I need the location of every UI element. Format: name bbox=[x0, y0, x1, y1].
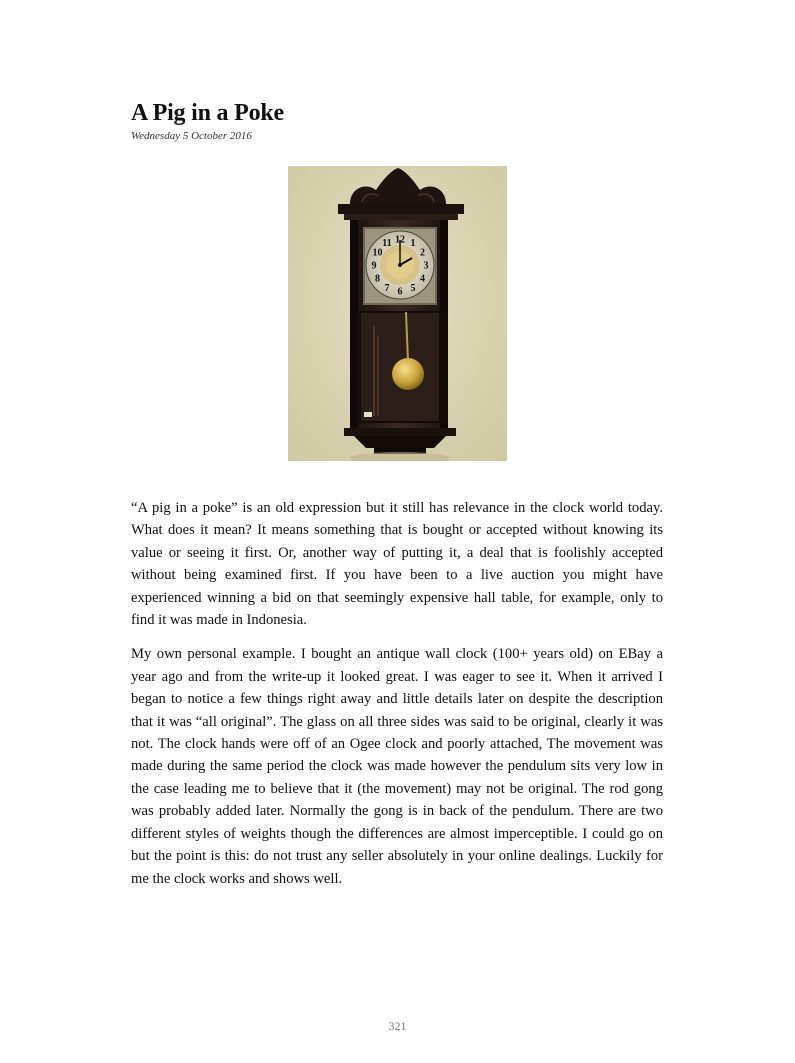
clock-photo bbox=[288, 166, 507, 461]
dial-numeral: 9 bbox=[371, 260, 377, 272]
dial-numeral: 11 bbox=[382, 237, 392, 249]
page-number: 321 bbox=[388, 1019, 407, 1033]
dial-numeral: 4 bbox=[420, 273, 425, 285]
dial-numeral: 8 bbox=[375, 273, 380, 285]
dial-numeral: 2 bbox=[420, 247, 425, 259]
dial-numeral: 10 bbox=[372, 247, 383, 259]
dial-numeral: 7 bbox=[384, 282, 390, 294]
pendulum-bob bbox=[392, 358, 424, 390]
dial-numeral: 5 bbox=[410, 282, 416, 294]
article-title: A Pig in a Poke bbox=[131, 100, 285, 126]
paragraph: My own personal example. I bought an antique wall clock (100+ years old) on EBay a year ago and from the write-up it looked great. I was eager to see it. When it arrived I began to notice a few things right away and little details later on despite the description that it was “all original”. The glass on all three sides was said to be original, clearly it was not. The clock hands were off of an Ogee clock and poorly attached, The movement was made during the same period the clock was made however the pendulum sits very low in the case leading me to believe that it (the movement) may not be original. The rod gong was probably added later. Normally the gong is in back of the pendulum. There are two different styles of weights though the differences are almost imperceptible. I could go on but the point is this: do not trust any seller absolutely in your online dealings. Luckily for me the clock works and shows well. bbox=[131, 646, 663, 887]
article-body bbox=[131, 497, 663, 902]
dial-numeral: 3 bbox=[423, 260, 429, 272]
dial-numeral: 1 bbox=[410, 237, 416, 249]
top-cornice bbox=[338, 204, 464, 214]
article-date: Wednesday 5 October 2016 bbox=[131, 130, 252, 142]
paragraph: “A pig in a poke” is an old expression but it still has relevance in the clock world today. What does it mean? It means something that is bought or accepted without knowing its value or seeing it first. Or, another way of putting it, a deal that is foolishly accepted without being examined first. If you have been to a live auction you might have experienced winning a bid on that seemingly expensive hall table, for example, only to find it was made in Indonesia. bbox=[131, 500, 663, 629]
dial-numeral: 12 bbox=[395, 234, 405, 246]
clock-base bbox=[344, 428, 456, 436]
wall-clock-illustration bbox=[288, 166, 507, 461]
dial-numeral: 6 bbox=[397, 286, 403, 298]
